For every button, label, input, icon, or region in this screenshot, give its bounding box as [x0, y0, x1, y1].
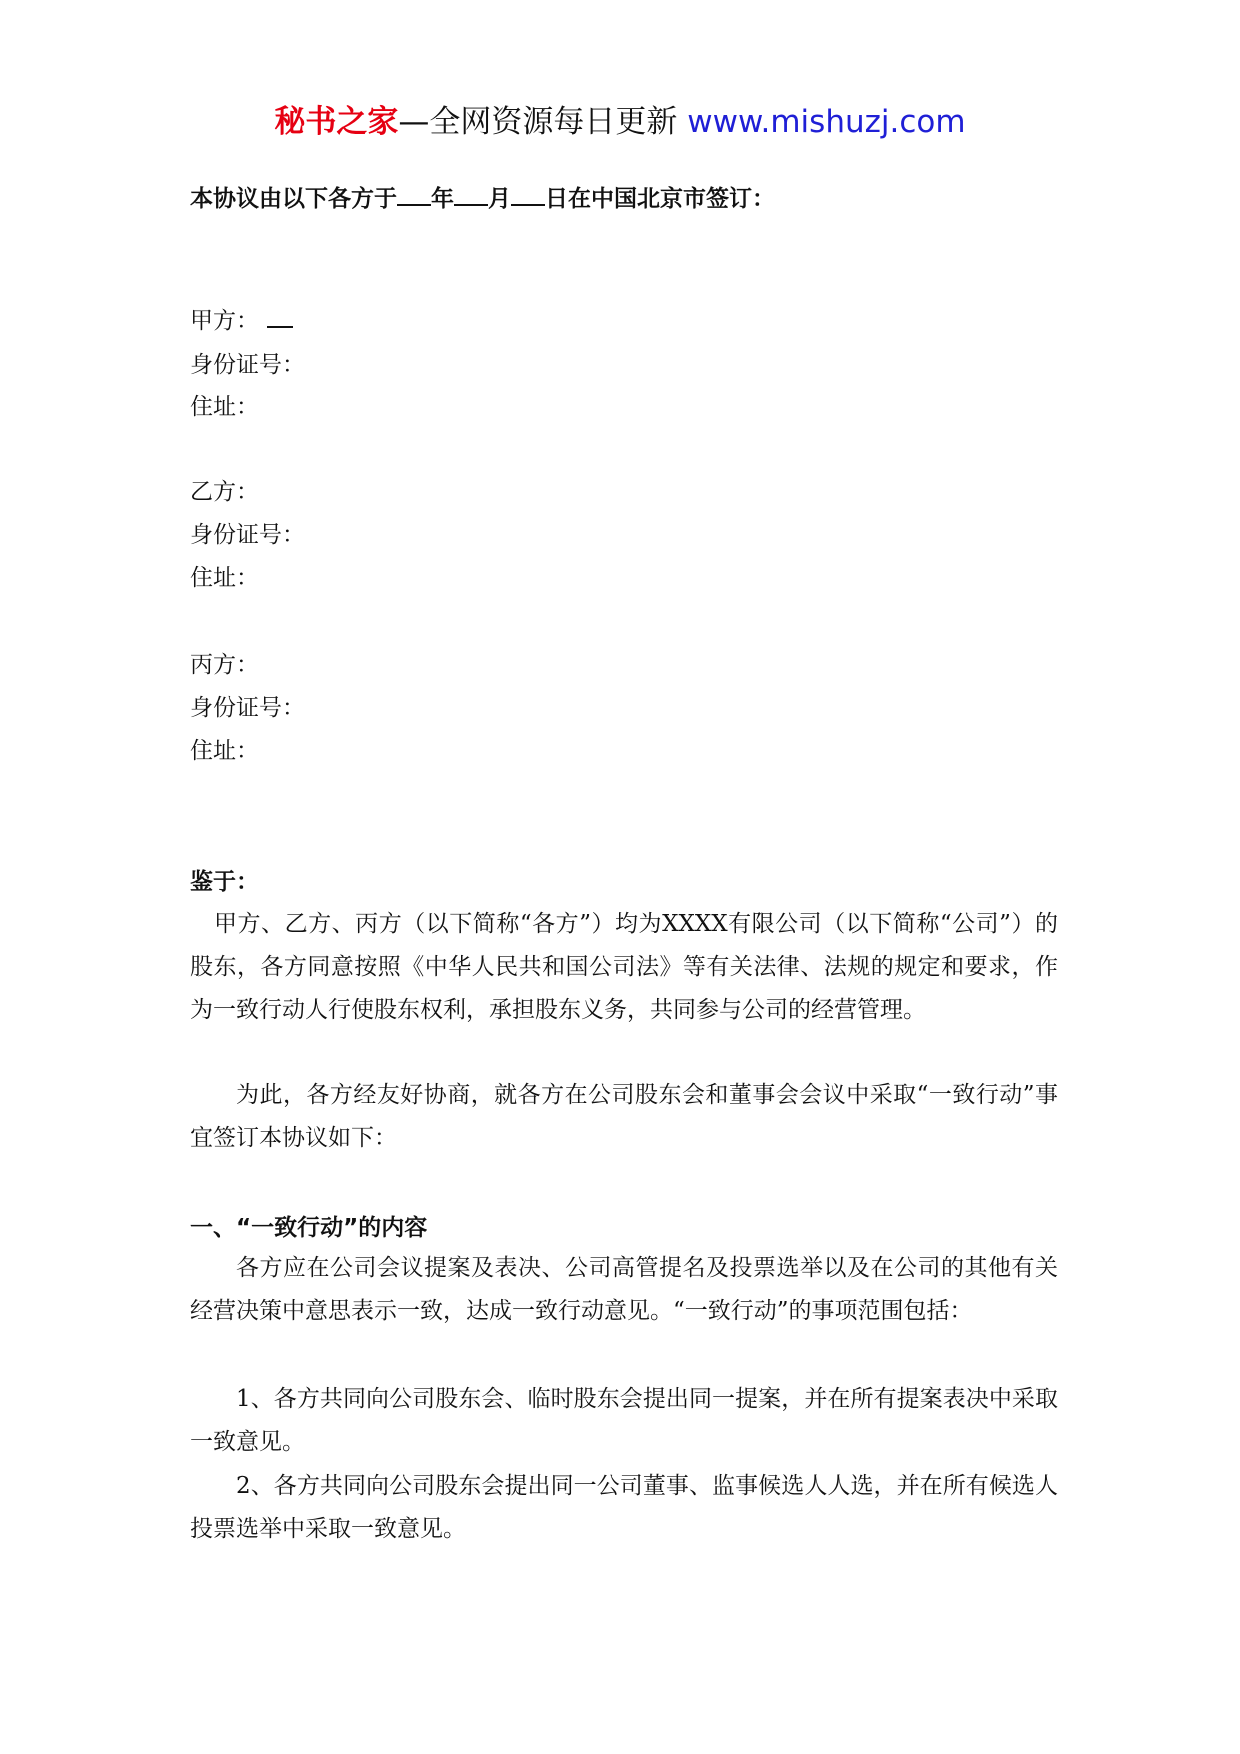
- signing-date-line: [190, 180, 1058, 214]
- section-1-heading: 一、“一致行动”的内容: [190, 1215, 428, 1241]
- party-a-name-row: [190, 302, 1058, 336]
- day-blank: [511, 180, 545, 206]
- party-a-id-label: 身份证号：: [190, 352, 305, 378]
- month-blank: [454, 180, 488, 206]
- section-1-item-2: 2、各方共同向公司股东会提出同一公司董事、监事候选人人选，并在所有候选人投票选举中采取一致意见。: [190, 1473, 1058, 1542]
- party-a-label: 甲方：: [190, 308, 259, 334]
- party-a-address-label: 住址：: [190, 394, 259, 420]
- section-1-item-1: 1、各方共同向公司股东会、临时股东会提出同一提案，并在所有提案表决中采取一致意见。: [190, 1386, 1058, 1455]
- party-b-address-label: 住址：: [190, 565, 259, 591]
- brand-name: 秘书之家: [274, 104, 399, 140]
- party-c-label: 丙方：: [190, 652, 259, 678]
- site-header: [0, 102, 1240, 142]
- party-a-blank: [267, 302, 293, 328]
- site-url-link[interactable]: www.mishuzj.com: [687, 104, 966, 140]
- year-blank: [397, 180, 431, 206]
- signing-intro-prefix: 本协议由以下各方于: [190, 186, 397, 212]
- year-label: 年: [431, 186, 454, 212]
- recitals-paragraph-1: 甲方、乙方、丙方（以下简称“各方”）均为XXXX有限公司（以下简称“公司”）的股东，各方同意按照《中华人民共和国公司法》等有关法律、法规的规定和要求，作为一致行动人行使股东权利，承担股东义务，共同参与公司的经营管理。: [190, 911, 1058, 1023]
- recitals-paragraph-2: 为此，各方经友好协商，就各方在公司股东会和董事会会议中采取“一致行动”事宜签订本协议如下：: [190, 1082, 1058, 1151]
- party-b-id-label: 身份证号：: [190, 522, 305, 548]
- recitals-heading: 鉴于：: [190, 869, 259, 895]
- party-c-address-label: 住址：: [190, 738, 259, 764]
- party-b-label: 乙方：: [190, 479, 259, 505]
- header-slogan: —全网资源每日更新: [398, 104, 678, 140]
- party-c-id-label: 身份证号：: [190, 695, 305, 721]
- month-label: 月: [488, 186, 511, 212]
- section-1-paragraph: 各方应在公司会议提案及表决、公司高管提名及投票选举以及在公司的其他有关经营决策中意思表示一致，达成一致行动意见。“一致行动”的事项范围包括：: [190, 1255, 1058, 1324]
- signing-intro-suffix: 日在中国北京市签订：: [545, 186, 775, 212]
